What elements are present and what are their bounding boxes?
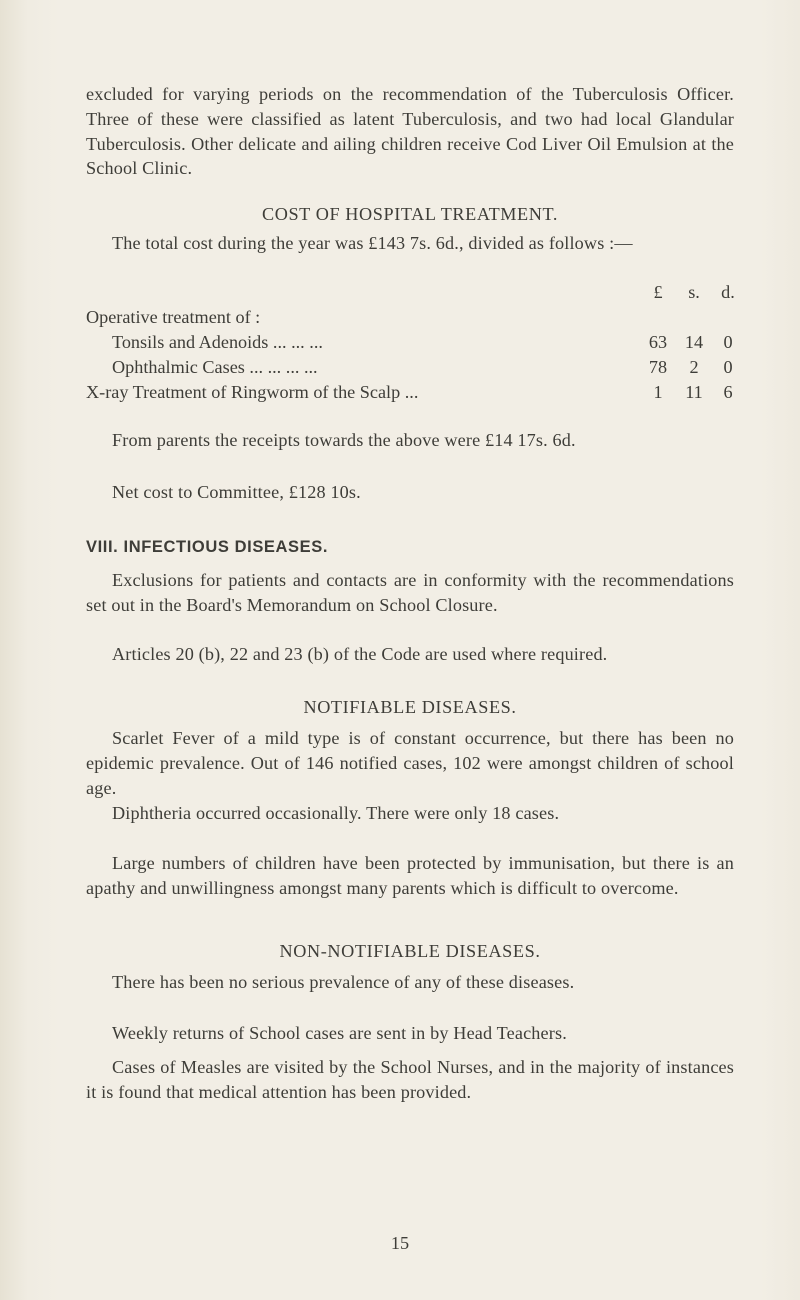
prevalence-paragraph: There has been no serious prevalence of any of these diseases. (112, 972, 575, 992)
cost-row-label: X-ray Treatment of Ringworm of the Scalp ... (86, 382, 419, 402)
net-cost-paragraph: Net cost to Committee, £128 10s. (112, 482, 361, 502)
cost-table-row (86, 355, 734, 380)
non-notifiable-diseases-heading: NON-NOTIFIABLE DISEASES. (279, 941, 541, 961)
shillings-column-header: s. (688, 282, 700, 302)
articles-paragraph: Articles 20 (b), 22 and 23 (b) of the Code are used where required. (112, 644, 608, 664)
page-number: 15 (390, 1233, 410, 1253)
cost-row-pence: 0 (723, 332, 733, 352)
scarlet-fever-paragraph: Scarlet Fever of a mild type is of constant occurrence, but there has been no epidemic prevalence. Out of 146 notified cases, 102 were amongst children of school age. (86, 728, 734, 798)
cost-row-pounds: 1 (653, 382, 663, 402)
hospital-cost-heading: COST OF HOSPITAL TREATMENT. (262, 204, 558, 224)
cost-row-pounds: 63 (648, 332, 668, 352)
weekly-returns-paragraph: Weekly returns of School cases are sent in by Head Teachers. (112, 1023, 567, 1043)
cost-row-label: Tonsils and Adenoids ... ... ... (112, 332, 323, 352)
exclusions-paragraph: Exclusions for patients and contacts are in conformity with the recommendations set out in the Board's Memorandum on School Closure. (86, 570, 734, 615)
cost-table-row (86, 380, 734, 405)
cost-row-shillings: 2 (689, 357, 699, 377)
operative-treatment-label: Operative treatment of : (86, 307, 261, 327)
cost-row-shillings: 11 (685, 382, 703, 402)
cost-table-group-label (86, 305, 734, 330)
receipts-paragraph: From parents the receipts towards the above were £14 17s. 6d. (112, 430, 576, 450)
cost-row-shillings: 14 (684, 332, 704, 352)
cost-row-pence: 6 (723, 382, 733, 402)
pounds-column-header: £ (653, 282, 663, 302)
notifiable-diseases-heading: NOTIFIABLE DISEASES. (303, 697, 517, 717)
cost-table-row (86, 330, 734, 355)
immunisation-paragraph: Large numbers of children have been protected by immunisation, but there is an apathy and unwillingness amongst many parents which is difficult to overcome. (86, 853, 734, 898)
pence-column-header: d. (721, 282, 735, 302)
cost-table-header (86, 280, 734, 305)
cost-row-label: Ophthalmic Cases ... ... ... ... (112, 357, 318, 377)
opening-paragraph: excluded for varying periods on the recommendation of the Tuberculosis Officer. Three of these were classified as latent Tuberculosis, and two had local Glandular Tuberculosis. Other delicate and ailing children receive Cod Liver Oil Emulsion at the School Clinic. (86, 84, 734, 179)
diphtheria-paragraph: Diphtheria occurred occasionally. There were only 18 cases. (112, 803, 560, 823)
cost-row-pounds: 78 (648, 357, 668, 377)
infectious-diseases-heading: VIII. INFECTIOUS DISEASES. (86, 538, 329, 556)
cost-row-pence: 0 (723, 357, 733, 377)
measles-paragraph: Cases of Measles are visited by the School Nurses, and in the majority of instances it is found that medical attention has been provided. (86, 1057, 734, 1102)
hospital-cost-intro: The total cost during the year was £143 7s. 6d., divided as follows :— (112, 233, 633, 253)
